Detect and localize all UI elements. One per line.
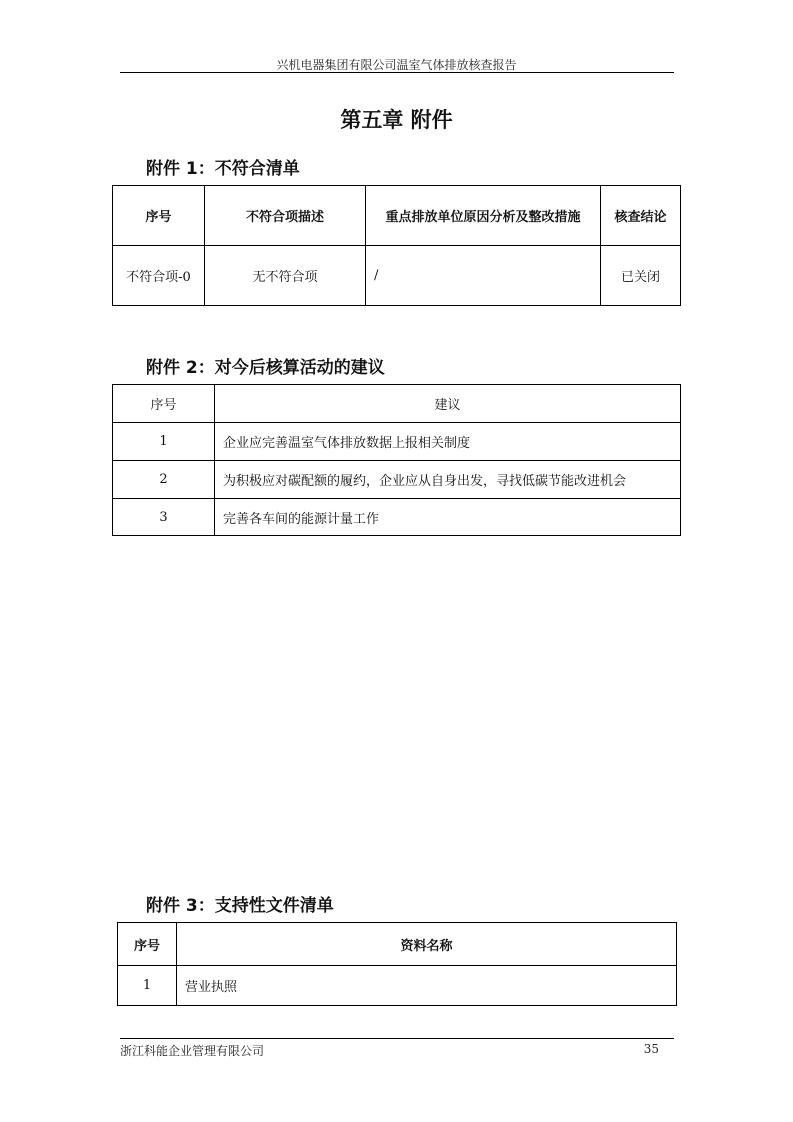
attachment1-title: 附件 1：不符合清单 [146,159,300,179]
table-cell: 营业执照 [177,966,677,1006]
table-row [118,966,677,1006]
table-cell: 2 [113,461,215,499]
chapter-title: 第五章 附件 [340,108,453,132]
table-header-row [113,385,681,423]
footer-divider [120,1038,674,1039]
table-cell: 企业应完善温室气体排放数据上报相关制度 [215,423,681,461]
running-header: 兴机电器集团有限公司温室气体排放核查报告 [276,58,517,72]
table-header-row [118,923,677,966]
table-cell: 1 [113,423,215,461]
table-cell: 已关闭 [601,246,681,306]
page-number: 35 [643,1042,659,1056]
column-header: 序号 [113,385,215,423]
table-cell: 为积极应对碳配额的履约，企业应从自身出发，寻找低碳节能改进机会 [215,461,681,499]
nonconformity-table [112,185,681,306]
column-header: 序号 [118,923,177,966]
column-header: 不符合项描述 [205,186,366,246]
table-cell: 完善各车间的能源计量工作 [215,499,681,536]
table-row [113,246,681,306]
column-header: 核查结论 [601,186,681,246]
column-header: 建议 [215,385,681,423]
attachment2-title: 附件 2：对今后核算活动的建议 [146,358,385,378]
table-cell: 不符合项-0 [113,246,205,306]
table-cell: 3 [113,499,215,536]
table-row [113,423,681,461]
table-cell: 无不符合项 [205,246,366,306]
table-cell: / [366,246,601,306]
column-header: 序号 [113,186,205,246]
suggestions-table [112,384,681,536]
column-header: 资料名称 [177,923,677,966]
attachment3-title: 附件 3：支持性文件清单 [146,896,334,916]
column-header: 重点排放单位原因分析及整改措施 [366,186,601,246]
header-divider [120,72,674,73]
supporting-documents-table [117,922,677,1006]
table-cell: 1 [118,966,177,1006]
table-row [113,499,681,536]
table-header-row [113,186,681,246]
footer-company: 浙江科能企业管理有限公司 [120,1044,265,1058]
table-row [113,461,681,499]
